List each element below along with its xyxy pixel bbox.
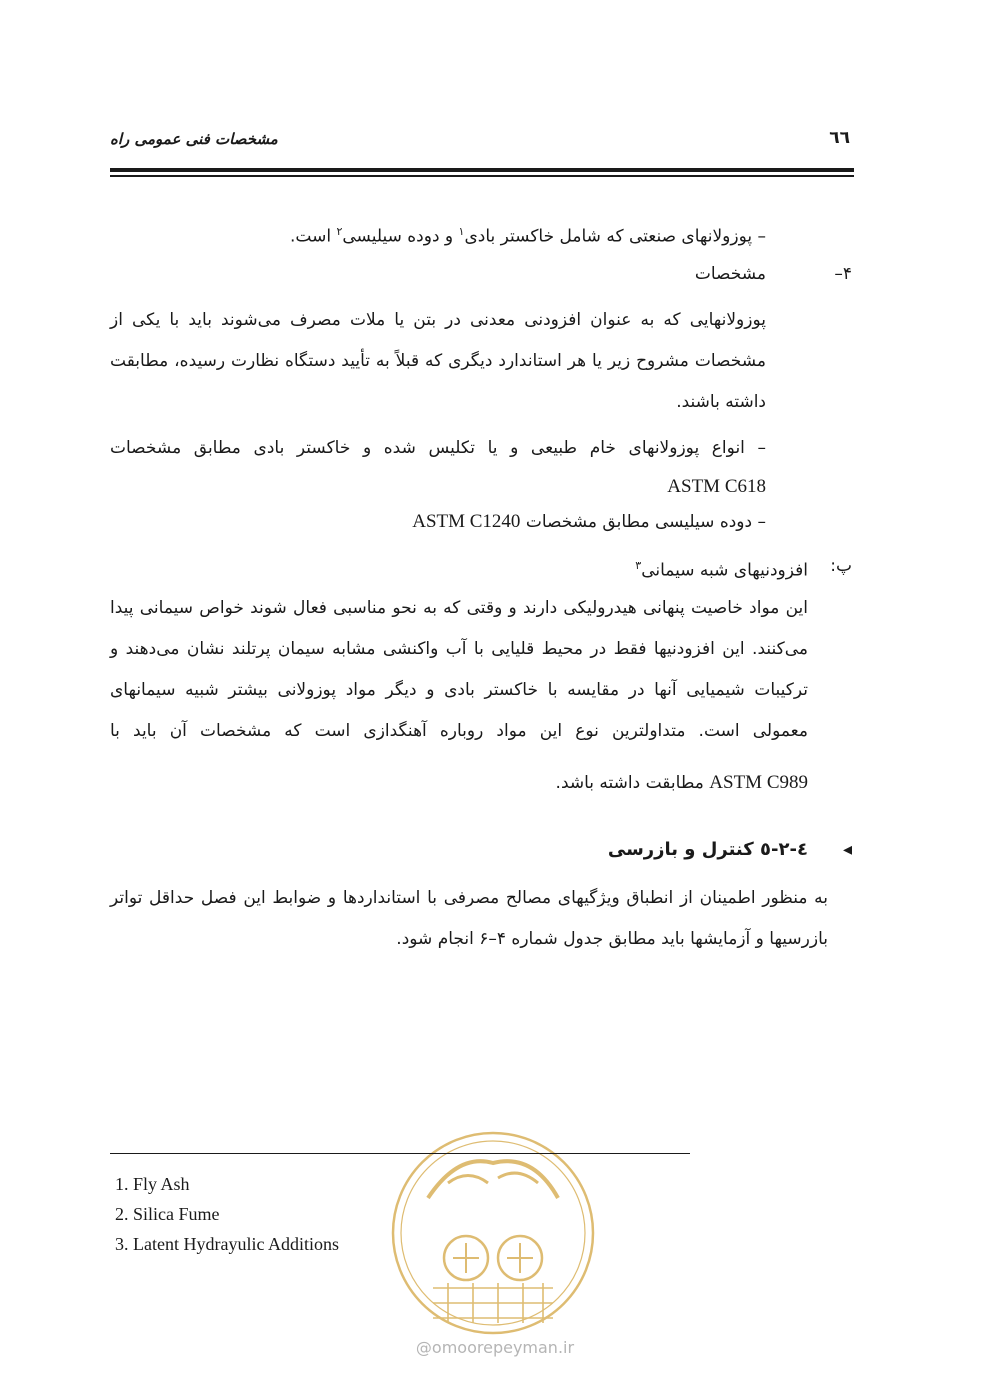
- bullet-silica-text: – دوده سیلیسی مطابق مشخصات: [520, 512, 766, 532]
- astm-c618: [667, 467, 766, 507]
- item-4-title: مشخصات: [694, 264, 766, 284]
- section-marker-icon: ◂: [842, 839, 852, 860]
- bullet-silica-fume: [412, 502, 766, 542]
- section-b-label: پ:: [830, 556, 852, 576]
- footnote-separator: [110, 1153, 690, 1154]
- specifications-paragraph: پوزولانهایی که به عنوان افزودنی معدنی در بتن یا ملات مصرف می‌شوند باید با یکی از مشخصات مشروح زیر یا هر استاندارد دیگری که قبلاً به تأیید دستگاه نظارت رسیده، مطابقت داشته باشند.: [110, 310, 766, 412]
- section-heading: [608, 830, 808, 870]
- bullet-natural-pozzolan: – انواع پوزولانهای خام طبیعی و یا تکلیس شده و خاکستر بادی مطابق مشخصات: [110, 438, 766, 458]
- watermark-url: @omoorepeyman.ir: [415, 1338, 575, 1357]
- footnote-1: 1. Fly Ash: [115, 1174, 190, 1194]
- bullet-industrial-text-mid: و دوده سیلیسی: [342, 226, 459, 247]
- cementitious-paragraph-last-line: [556, 763, 808, 803]
- bullet-industrial-text: – پوزولانهای صنعتی که شامل خاکستر بادی: [464, 226, 766, 247]
- footnote-ref-2: ۲: [336, 225, 343, 238]
- section-b-title-text: افزودنیهای شبه سیمانی: [641, 560, 808, 581]
- header-rule-thin: [110, 175, 854, 177]
- inspection-paragraph: به منظور اطمینان از انطباق ویژگیهای مصالح مصرفی با استانداردها و ضوابط این فصل حداقل تواتر بازرسیها و آزمایشها باید مطابق جدول شماره ۴–۶ انجام شود.: [110, 888, 828, 949]
- footnote-ref-1: ۱: [458, 225, 465, 238]
- astm-c618-text: ASTM C618: [667, 476, 766, 497]
- cementitious-paragraph: این مواد خاصیت پنهانی هیدرولیکی دارند و وقتی که به نحو مناسبی فعال شوند خواص سیمانی پیدا می‌کنند. این افزودنیها فقط در محیط قلیایی با آب واکنشی مشابه سیمان پرتلند نشان می‌دهند و ترکیبات شیمیایی آنها در مقایسه با خاکستر بادی و دیگر مواد پوزولانی بیشتر شبیه سیمانهای معمولی است. متداولترین نوع این مواد روباره آهنگدازی است که مشخصات آن باید با: [110, 598, 808, 741]
- running-header-title: مشخصات فنی عمومی راه: [110, 130, 278, 148]
- item-4-number: ۴–: [834, 264, 852, 284]
- bullet-industrial-text-end: است.: [290, 226, 337, 247]
- bullet-industrial-pozzolan: [290, 212, 766, 257]
- cementitious-last-tail: مطابقت داشته باشد.: [555, 773, 710, 793]
- footnote-ref-3: ۳: [635, 559, 642, 572]
- footnote-2: 2. Silica Fume: [115, 1204, 220, 1224]
- header-rule-thick: [110, 168, 854, 172]
- page-number: ٦٦: [829, 128, 850, 148]
- footnote-3: 3. Latent Hydrayulic Additions: [115, 1234, 339, 1254]
- section-heading-title: کنترل و بازرسی: [607, 839, 754, 860]
- section-heading-number: ٤-٢-٥: [760, 839, 808, 860]
- astm-c1240-text: ASTM C1240: [412, 511, 521, 532]
- astm-c989-text: ASTM C989: [709, 772, 808, 793]
- section-b-title: [635, 546, 808, 591]
- watermark-seal-icon: [388, 1128, 598, 1338]
